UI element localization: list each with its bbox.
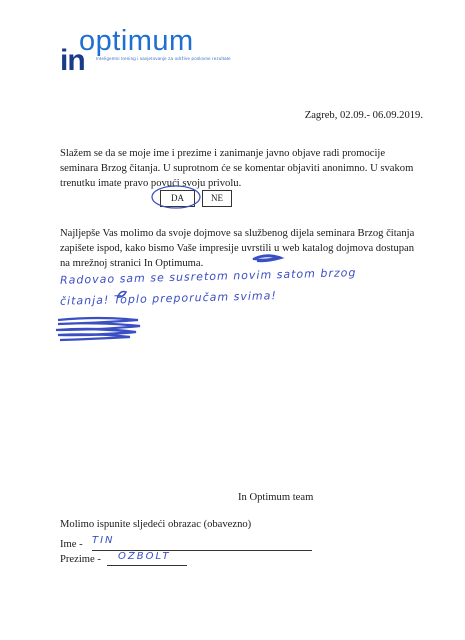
logo-in-text: in xyxy=(60,44,85,77)
option-da-box[interactable]: DA xyxy=(160,190,195,207)
handwritten-comment-line-2: čitanja! Toplo preporučam svima! xyxy=(59,289,277,308)
scribble-mark-4 xyxy=(62,329,132,335)
request-paragraph: Najljepše Vas molimo da svoje dojmove sa službenog dijela seminara Brzog čitanja zapišete ispod, kako bismo Vaše impresije uvrstili u web katalog dojmova dostupan na mrežnoj stranici In Optimuma. xyxy=(60,228,415,269)
in-optimum-logo xyxy=(60,26,240,78)
document-date: Zagreb, 02.09.- 06.09.2019. xyxy=(304,110,423,121)
form-title: Molimo ispunite sljedeći obrazac (obavezno) xyxy=(60,519,252,530)
name-label: Ime - xyxy=(60,539,83,550)
logo-optimum-text: optimum xyxy=(79,25,194,57)
name-value: TIN xyxy=(92,535,115,546)
name-field-line[interactable] xyxy=(92,538,312,551)
scribble-mark-3 xyxy=(56,318,140,340)
logo-tagline: Inteligentni trening i savjetovanje za održive poslovne rezultate xyxy=(96,56,231,61)
handwritten-comment-line-1: Radovao sam se susretom novim satom brzog xyxy=(59,266,357,287)
signature-team: In Optimum team xyxy=(238,492,314,503)
consent-paragraph: Slažem se da se moje ime i prezime i zanimanje javno objave radi promocije seminara Brzog čitanja. U suprotnom će se komentar objaviti anonimno. U svakom trenutku imate pravo povući svoju privolu. xyxy=(60,148,414,189)
surname-label: Prezime - xyxy=(60,554,101,565)
option-ne-box[interactable]: NE xyxy=(202,190,232,207)
surname-value: OŽBOLT xyxy=(118,551,171,562)
